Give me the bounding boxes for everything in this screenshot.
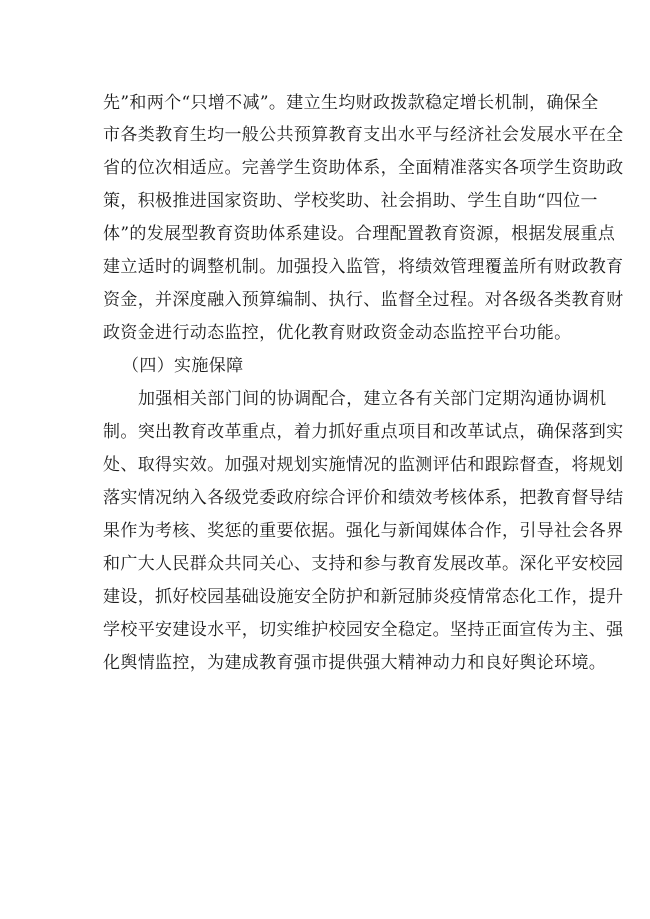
body-text-line: 体”的发展型教育资助体系建设。合理配置教育资源，根据发展重点 <box>103 224 616 244</box>
body-text-line: 省的位次相适应。完善学生资助体系，全面精准落实各项学生资助政 <box>103 158 624 178</box>
body-text-line: 化舆情监控，为建成教育强市提供强大精神动力和良好舆论环境。 <box>103 653 607 673</box>
body-text-line: 先”和两个“只增不减”。建立生均财政拨款稳定增长机制，确保全 <box>103 93 599 113</box>
body-text-line: 落实情况纳入各级党委政府综合评价和绩效考核体系，把教育督导结 <box>103 488 624 508</box>
body-text-line: 和广大人民群众共同关心、支持和参与教育发展改革。深化平安校园 <box>103 554 624 574</box>
section-heading: （四）实施保障 <box>122 356 244 376</box>
body-text-line: 市各类教育生均一般公共预算教育支出水平与经济社会发展水平在全 <box>103 125 624 145</box>
body-text-line: 学校平安建设水平，切实维护校园安全稳定。坚持正面宣传为主、强 <box>103 620 624 640</box>
body-text-line: 加强相关部门间的协调配合，建立各有关部门定期沟通协调机 <box>138 389 607 409</box>
body-text-line: 处、取得实效。加强对规划实施情况的监测评估和跟踪督查，将规划 <box>103 455 624 475</box>
body-text-line: 制。突出教育改革重点，着力抓好重点项目和改革试点，确保落到实 <box>103 422 624 442</box>
body-text-line: 果作为考核、奖惩的重要依据。强化与新闻媒体合作，引导社会各界 <box>103 521 624 541</box>
body-text-line: 建设，抓好校园基础设施安全防护和新冠肺炎疫情常态化工作，提升 <box>103 587 624 607</box>
body-text-line: 建立适时的调整机制。加强投入监管，将绩效管理覆盖所有财政教育 <box>103 257 624 277</box>
body-text-line: 政资金进行动态监控，优化教育财政资金动态监控平台功能。 <box>103 323 572 343</box>
body-text-line: 策，积极推进国家资助、学校奖助、社会捐助、学生自助“四位一 <box>103 191 598 211</box>
body-text-line: 资金，并深度融入预算编制、执行、监督全过程。对各级各类教育财 <box>103 290 624 310</box>
